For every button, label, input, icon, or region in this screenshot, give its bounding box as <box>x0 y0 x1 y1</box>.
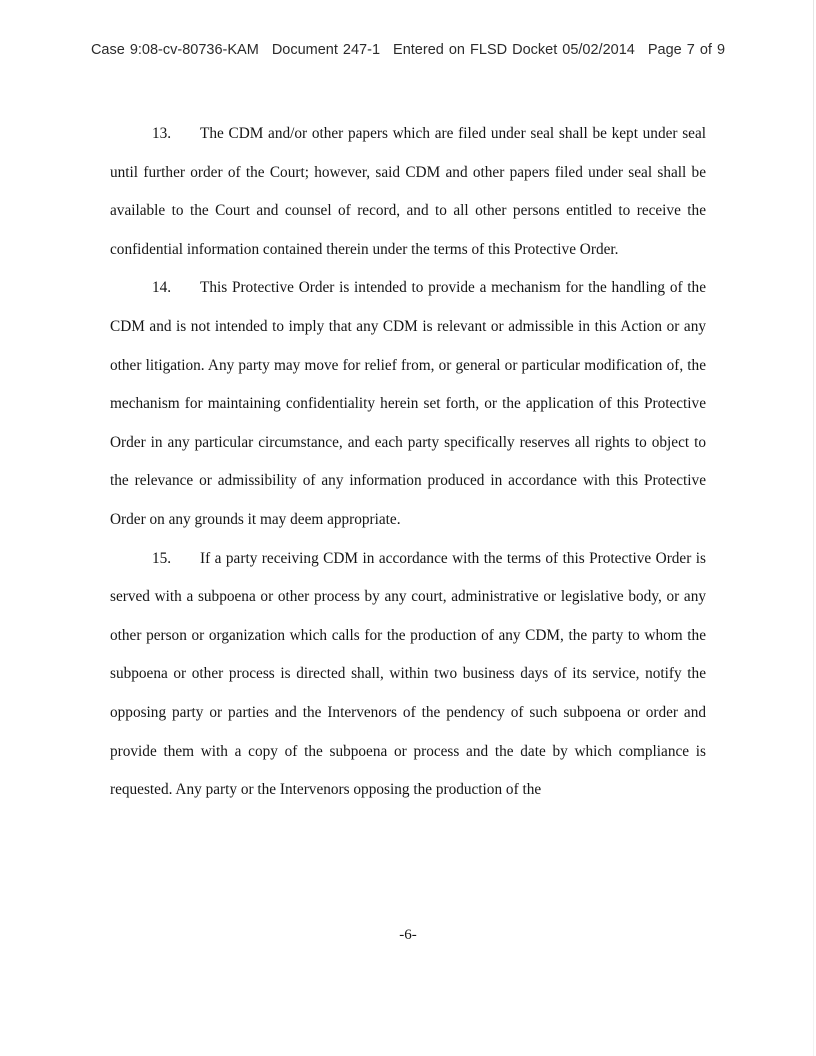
paragraph-text: If a party receiving CDM in accordance with the terms of this Protective Order is served with a subpoena or other process by any court, administrative or legislative body, or any other person or organization which calls for the production of any CDM, the party to whom the subpoena or other process is directed shall, within two business days of its service, notify the opposing party or parties and the Intervenors of the pendency of such subpoena or order and provide them with a copy of the subpoena or process and the date by which compliance is requested. Any party or the Intervenors opposing the production of the <box>110 549 706 799</box>
paragraph-15 <box>110 540 706 810</box>
scan-edge-divider <box>813 0 814 1056</box>
paragraph-13 <box>110 115 706 269</box>
docket-entry: Entered on FLSD Docket 05/02/2014 <box>393 42 635 58</box>
case-number: Case 9:08-cv-80736-KAM <box>90 42 259 58</box>
docket-header <box>0 42 816 58</box>
paragraph-14 <box>110 269 706 539</box>
paragraph-number: 14. <box>152 279 172 297</box>
page-number: -6- <box>399 927 417 943</box>
document-number: Document 247-1 <box>271 42 381 58</box>
document-body <box>110 115 706 810</box>
paragraph-number: 13. <box>152 125 172 142</box>
paragraph-number: 15. <box>152 549 172 567</box>
paragraph-text: The CDM and/or other papers which are filed under seal shall be kept under seal until further order of the Court; however, said CDM and other papers filed under seal shall be available to the Court and counsel of record, and to all other persons entitled to receive the confidential information contained therein under the terms of this Protective Order. <box>110 125 706 258</box>
paragraph-text: This Protective Order is intended to provide a mechanism for the handling of the CDM and is not intended to imply that any CDM is relevant or admissible in this Action or any other litigation. Any party may move for relief from, or general or particular modification of, the mechanism for maintaining confidentiality herein set forth, or the application of this Protective Order in any particular circumstance, and each party specifically reserves all rights to object to the relevance or admissibility of any information produced in accordance with this Protective Order on any grounds it may deem appropriate. <box>110 279 706 528</box>
page-indicator: Page 7 of 9 <box>647 42 726 58</box>
